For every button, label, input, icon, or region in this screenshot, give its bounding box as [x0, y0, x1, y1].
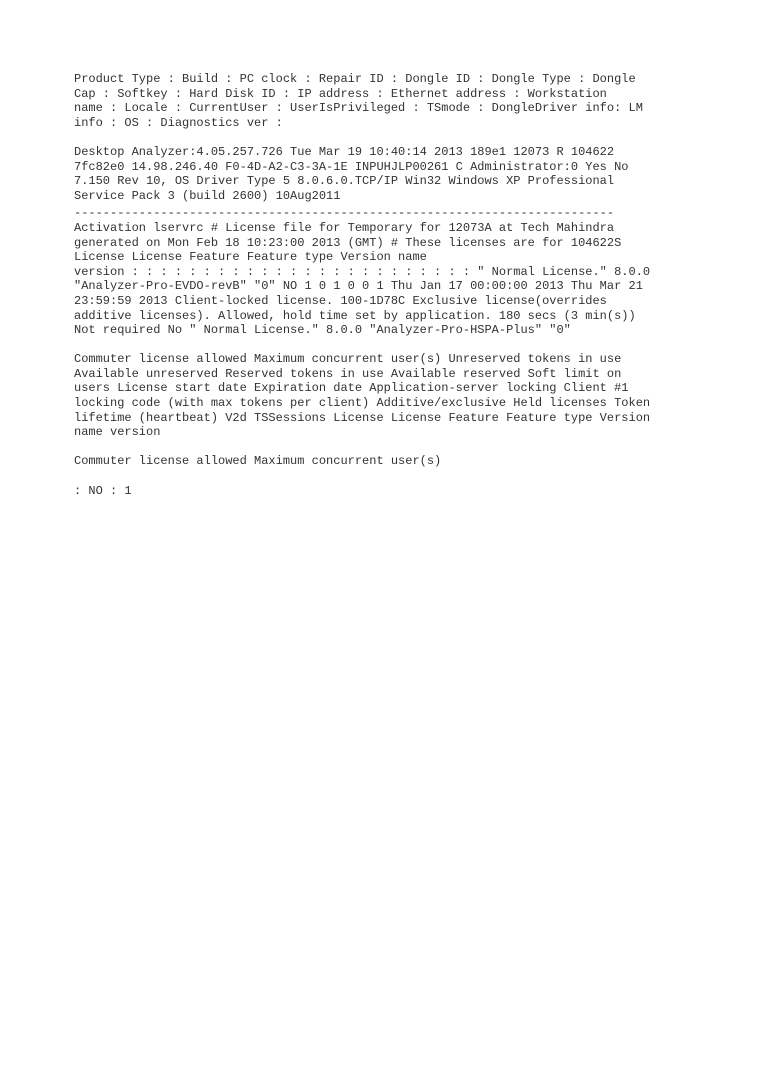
header-values-paragraph: Desktop Analyzer:4.05.257.726 Tue Mar 19 10:40:14 2013 189e1 12073 R 104622 7fc82e0 14.98.246.40 F0-4D-A2-C3-3A-1E INPUHJLP00261 C Administrator:0 Yes No 7.150 Rev 10, OS Driver Type 5 8.0.6.0.TCP/IP Win32 Windows XP Professional Service Pack 3 (build 2600) 10Aug2011 — [74, 144, 629, 203]
final-line: : NO : 1 — [74, 483, 132, 498]
dashed-separator: --------------------------------------------------------------------------- — [74, 206, 615, 221]
document-body — [74, 72, 704, 513]
commuter-short-paragraph: Commuter license allowed Maximum concurrent user(s) — [74, 454, 442, 469]
activation-paragraph: Activation lservrc # License file for Temporary for 12073A at Tech Mahindra generated on Mon Feb 18 10:23:00 2013 (GMT) # These licenses are for 104622S License License Feature Feature type Version name version : : : : : : : : : : : : : : : : : : : : : : : : " Normal License." 8.0.0 "Analyzer-Pro-EVDO-revB" "0" NO 1 0 1 0 0 1 Thu Jan 17 00:00:00 2013 Thu Mar 21 23:59:59 2013 Client-locked license. 100-1D78C Exclusive license(overrides additive licenses). Allowed, hold time set by application. 180 secs (3 min(s)) Not required No " Normal License." 8.0.0 "Analyzer-Pro-HSPA-Plus" "0" — [74, 220, 651, 338]
commuter-paragraph: Commuter license allowed Maximum concurrent user(s) Unreserved tokens in use Available unreserved Reserved tokens in use Available reserved Soft limit on users License start date Expiration date Application-server locking Client #1 locking code (with max tokens per client) Additive/exclusive Held licenses Token lifetime (heartbeat) V2d TSSessions License License Feature Feature type Version name version — [74, 352, 651, 440]
header-fields-paragraph: Product Type : Build : PC clock : Repair ID : Dongle ID : Dongle Type : Dongle Cap : Softkey : Hard Disk ID : IP address : Ethernet address : Workstation name : Locale : CurrentUser : UserIsPrivileged : TSmode : DongleDriver info: LM info : OS : Diagnostics ver : — [74, 72, 643, 130]
